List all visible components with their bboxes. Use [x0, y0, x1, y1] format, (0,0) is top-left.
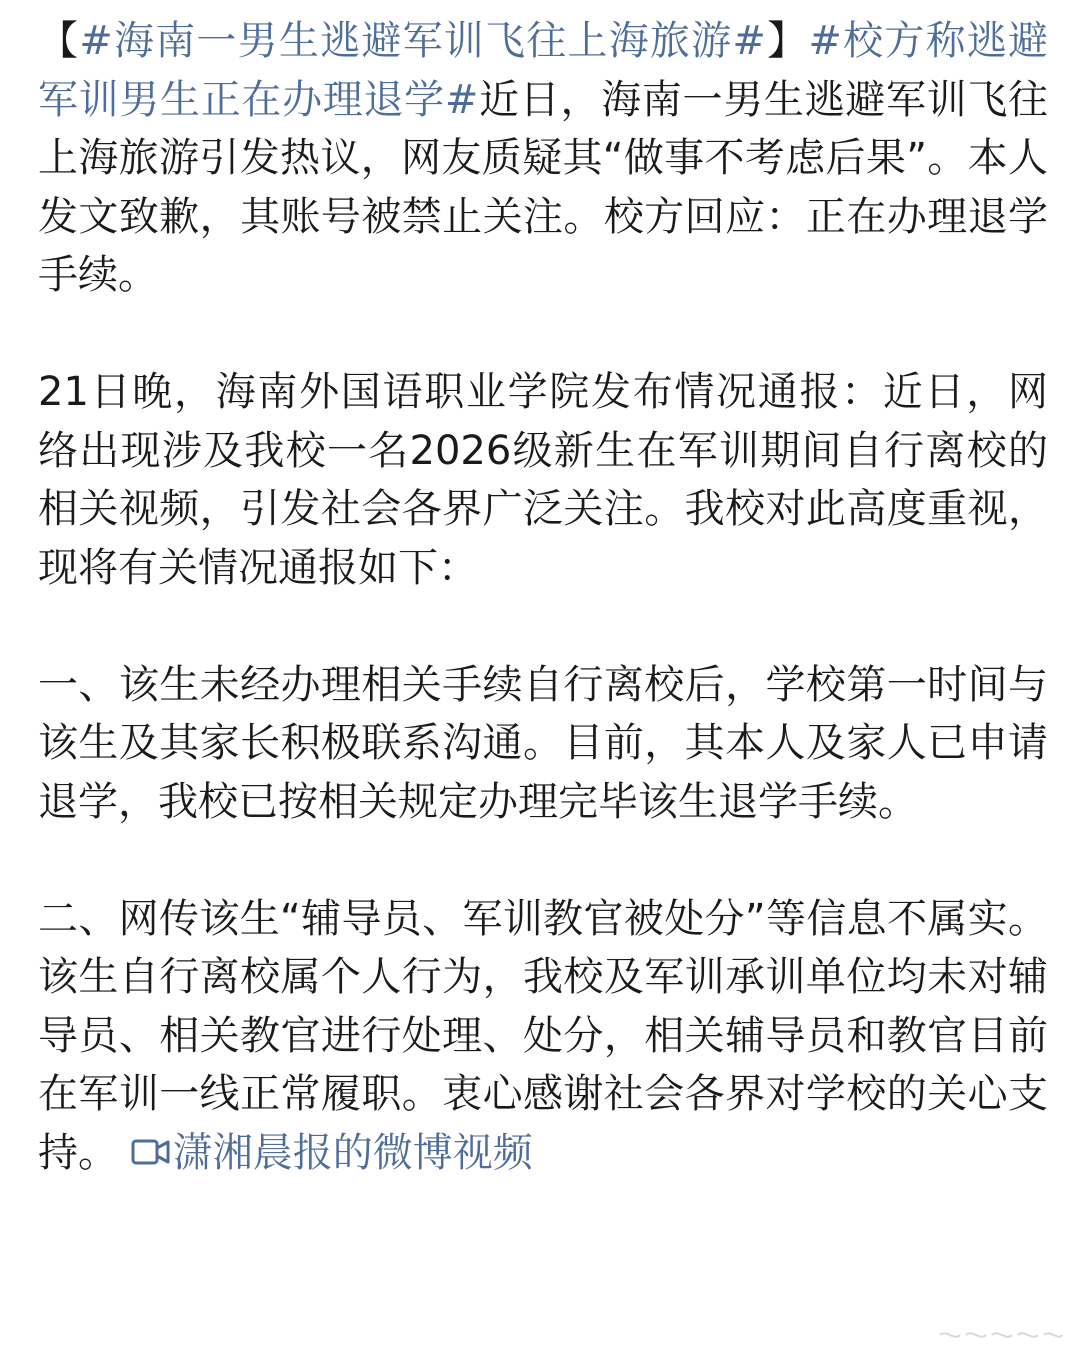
- watermark-logo: [936, 1327, 1066, 1343]
- topic-link[interactable]: #海南一男生逃避军训飞往上海旅游#: [79, 18, 766, 64]
- weibo-video-link-label: 潇湘晨报的微博视频: [172, 1129, 533, 1176]
- notice-paragraph-1: 21日晚，海南外国语职业学院发布情况通报：近日，网络出现涉及我校一名2026级新生在军训期间自行离校的相关视频，引发社会各界广泛关注。我校对此高度重视，现将有关情况通报如下：: [38, 369, 1048, 591]
- notice-paragraph-3: [38, 890, 1048, 1183]
- post-intro-paragraph: [38, 12, 1048, 305]
- notice-paragraph-2: 一、该生未经办理相关手续自行离校后，学校第一时间与该生及其家长积极联系沟通。目前，其本人及家人已申请退学，我校已按相关规定办理完毕该生退学手续。: [38, 661, 1048, 825]
- topic-bracket-close: 】: [765, 18, 809, 64]
- notice-paragraph-3-text: 二、网传该生“辅导员、军训教官被处分”等信息不属实。该生自行离校属个人行为，我校及军训承训单位均未对辅导员、相关教官进行处理、处分，相关辅导员和教官目前在军训一线正常履职。衷心感谢社会各界对学校的关心支持。: [38, 895, 1048, 1176]
- video-camera-icon: [131, 1135, 171, 1169]
- weibo-video-link[interactable]: [131, 1130, 533, 1176]
- hashtag-link[interactable]: #校方称逃避军训男生正在办理退学#: [38, 18, 1049, 123]
- topic-bracket-open: 【: [38, 18, 80, 64]
- post-body: [38, 12, 1048, 1182]
- intro-text: 近日，海南一男生逃避军训飞往上海旅游引发热议，网友质疑其“做事不考虑后果”。本人发文致歉，其账号被禁止关注。校方回应：正在办理退学手续。: [38, 76, 1049, 298]
